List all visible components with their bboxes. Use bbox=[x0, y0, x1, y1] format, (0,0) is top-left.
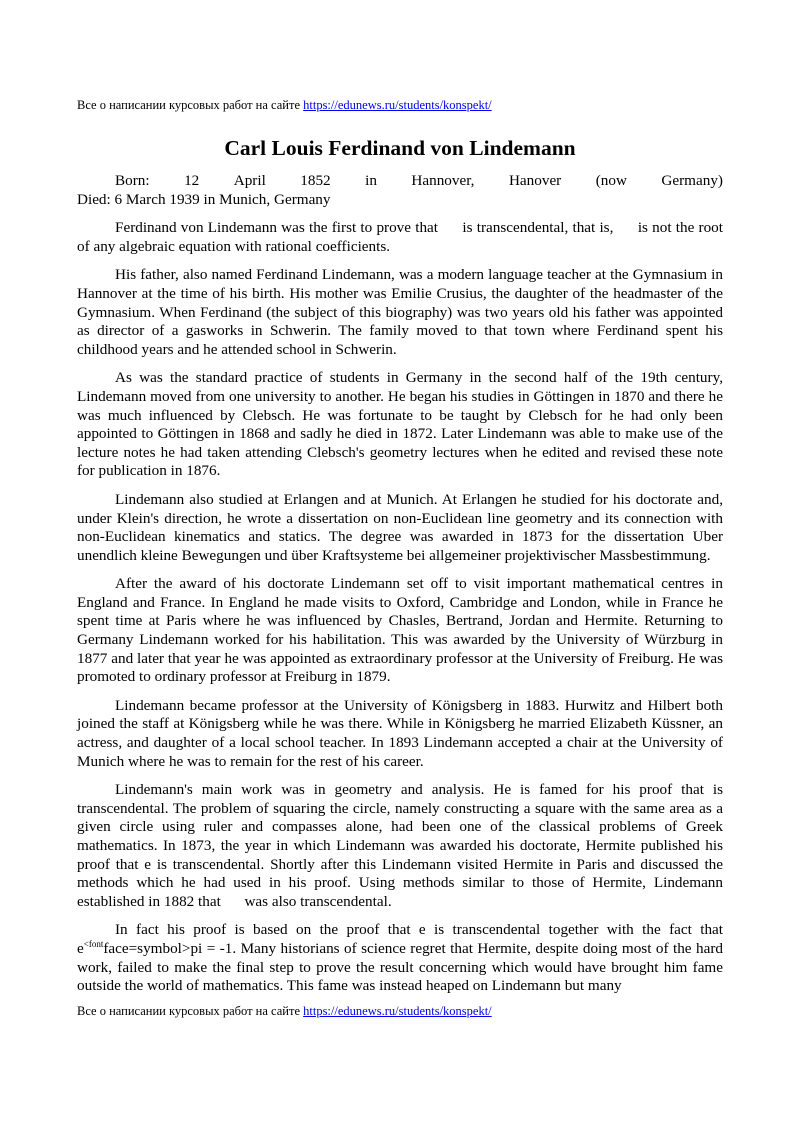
died-line: Died: 6 March 1939 in Munich, Germany bbox=[77, 190, 331, 208]
born-word: Germany) bbox=[661, 172, 723, 189]
p8-superscript: <font bbox=[83, 938, 104, 949]
p8-part-b: face=symbol>pi = -1. Many historians of science regret that Hermite, despite doing most of the hard work, failed to make the final step to prove the result concerning which would have brought him fame outside the world of mathematics. This fame was instead heaped on Lindemann but many bbox=[77, 939, 723, 995]
paragraph-1 bbox=[77, 219, 723, 256]
born-word: (now bbox=[595, 172, 627, 189]
article-title: Carl Louis Ferdinand von Lindemann bbox=[224, 136, 576, 160]
paragraph-2: His father, also named Ferdinand Lindemann, was a modern language teacher at the Gymnasium in Hannover at the time of his birth. His mother was Emilie Crusius, the daughter of the headmaster of the Gymnasium. When Ferdinand (the subject of this biography) was two years old his father was appointed as director of a gasworks in Schwerin. The family moved to that town where Ferdinand spent his childhood years and he attended school in Schwerin. bbox=[77, 266, 723, 358]
paragraph-7 bbox=[77, 781, 723, 911]
paragraph-6: Lindemann became professor at the University of Königsberg in 1883. Hurwitz and Hilbert both joined the staff at Königsberg while he was there. While in Königsberg he married Elizabeth Küssner, an actress, and daughter of a local school teacher. In 1893 Lindemann accepted a chair at the University of Munich where he was to remain for the rest of his career. bbox=[77, 696, 723, 770]
p7-part-b: was also transcendental. bbox=[240, 892, 392, 910]
born-word: Hannover, bbox=[411, 172, 475, 189]
born-word: Hanover bbox=[508, 172, 562, 189]
p8-part-a: In fact his proof is based on the proof that e is transcendental together with the fact that e bbox=[77, 921, 723, 957]
footer-link[interactable]: https://edunews.ru/students/konspekt/ bbox=[303, 1004, 492, 1018]
paragraph-5: After the award of his doctorate Lindemann set off to visit important mathematical centres in England and France. In England he made visits to Oxford, Cambridge and London, while in France he spent time at Paris where he was influenced by Chasles, Bertrand, Jordan and Hermite. Returning to Germany Lindemann worked for his habilitation. This was awarded by the University of Würzburg in 1877 and later that year he was appointed as extraordinary professor at the University of Freiburg. He was promoted to ordinary professor at Freiburg in 1879. bbox=[77, 575, 723, 686]
p1-part-c: is not the root of any algebraic equation with rational coefficients. bbox=[77, 219, 723, 255]
header-text: Все о написании курсовых работ на сайте bbox=[77, 98, 304, 112]
p1-part-a: Ferdinand von Lindemann was the first to prove that bbox=[115, 219, 443, 237]
paragraph-8 bbox=[77, 921, 723, 995]
born-word: in bbox=[365, 172, 377, 189]
born-word: Born: bbox=[115, 172, 150, 189]
born-line bbox=[77, 172, 723, 191]
footer-text: Все о написании курсовых работ на сайте bbox=[77, 1004, 304, 1018]
born-word: 1852 bbox=[300, 172, 331, 189]
page-footer bbox=[77, 1004, 492, 1018]
header-link[interactable]: https://edunews.ru/students/konspekt/ bbox=[303, 98, 492, 112]
born-word: 12 bbox=[184, 172, 200, 189]
p7-part-a: Lindemann's main work was in geometry and analysis. He is famed for his proof that is transcendental. The problem of squaring the circle, namely constructing a square with the same area as a given circle using ruler and compasses alone, had been one of the classical problems of Greek mathematics. In 1873, the year in which Lindemann was awarded his doctorate, Hermite published his proof that e is transcendental. Shortly after this Lindemann visited Hermite in Paris and discussed the methods which he had used in his proof. Using methods similar to those of Hermite, Lindemann established in 1882 that bbox=[77, 781, 723, 910]
page-header bbox=[77, 98, 492, 112]
paragraph-3: As was the standard practice of students in Germany in the second half of the 19th century, Lindemann moved from one university to another. He began his studies in Göttingen in 1870 and there he was much influenced by Clebsch. He was fortunate to be taught by Clebsch for he had only been appointed to Göttingen in 1868 and sadly he died in 1872. Later Lindemann was able to make use of the lecture notes he had taken attending Clebsch's geometry lectures when he edited and revised these note for publication in 1876. bbox=[77, 369, 723, 480]
p1-part-b: is transcendental, that is, bbox=[458, 219, 618, 237]
born-died-block bbox=[77, 172, 723, 209]
article bbox=[77, 134, 723, 1006]
born-word: April bbox=[233, 172, 266, 189]
paragraph-4: Lindemann also studied at Erlangen and at Munich. At Erlangen he studied for his doctorate and, under Klein's direction, he wrote a dissertation on non-Euclidean line geometry and its connection with non-Euclidean kinematics and statics. The degree was awarded in 1873 for the dissertation Uber unendlich kleine Bewegungen und über Kraftsysteme bei allgemeiner projektivischer Massbestimmung. bbox=[77, 490, 723, 564]
